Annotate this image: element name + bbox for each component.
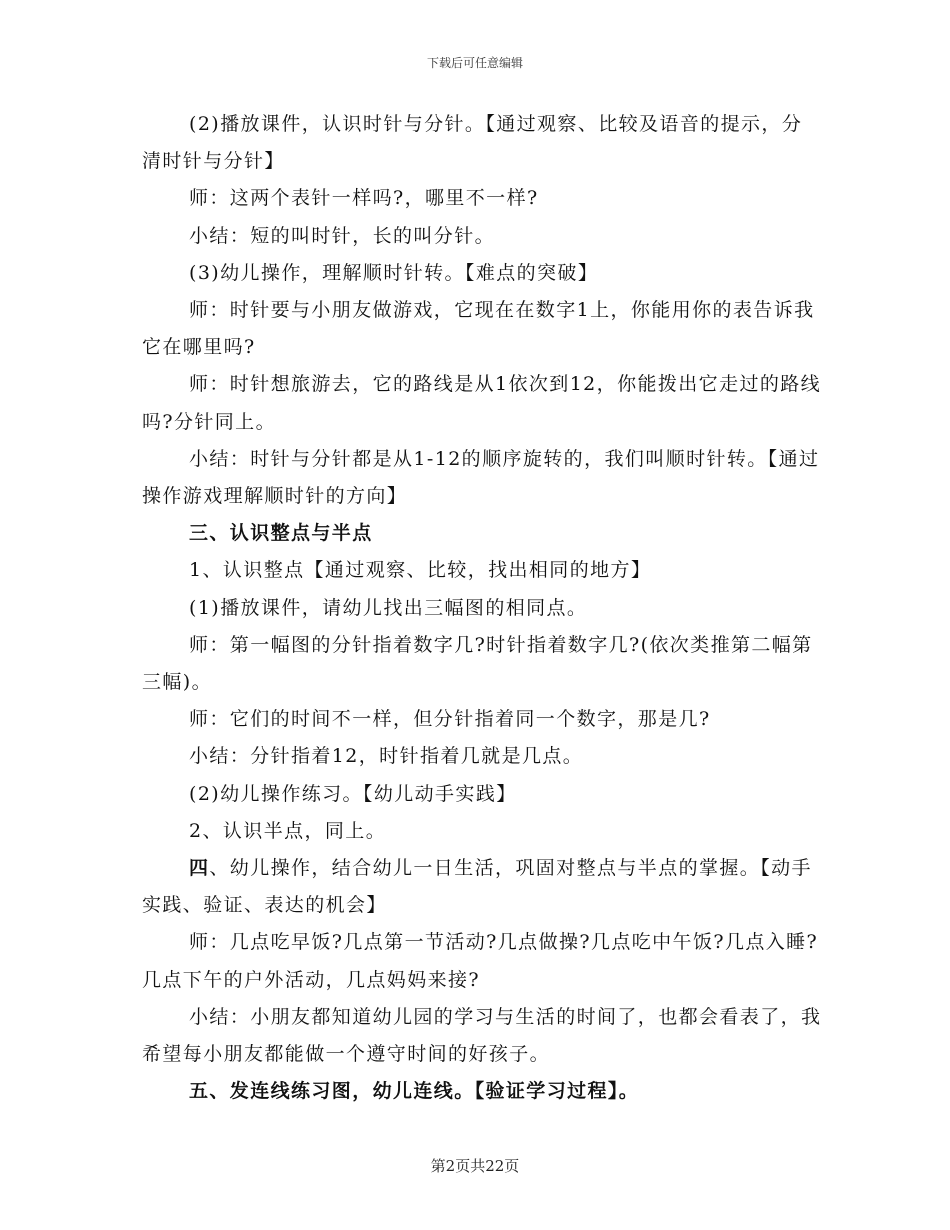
page-header: 下载后可任意编辑	[426, 56, 523, 70]
paragraph: (1)播放课件，请幼儿找出三幅图的相同点。	[189, 596, 588, 619]
paragraph: 师：时针想旅游去，它的路线是从1依次到12，你能拨出它走过的路线吗?分针同上。	[142, 373, 822, 433]
paragraph: 师：几点吃早饭?几点第一节活动?几点做操?几点吃中午饭?几点入睡?几点下午的户外活动，几点妈妈来接?	[142, 931, 819, 991]
paragraph: 师：它们的时间不一样，但分针指着同一个数字，那是几?	[189, 708, 711, 731]
paragraph: 1、认识整点【通过观察、比较，找出相同的地方】	[189, 559, 652, 582]
document-body	[142, 106, 822, 1110]
paragraph: 师：时针要与小朋友做游戏，它现在在数字1上，你能用你的表告诉我它在哪里吗?	[142, 299, 815, 359]
paragraph: 师：这两个表针一样吗?，哪里不一样?	[189, 187, 539, 210]
section-heading: 三、认识整点与半点	[189, 522, 373, 545]
paragraph: 小结：分针指着12，时针指着几就是几点。	[189, 745, 584, 768]
paragraph: 小结：时针与分针都是从1-12的顺序旋转的，我们叫顺时针转。【通过操作游戏理解顺时针的方向】	[142, 447, 820, 508]
paragraph: 小结：小朋友都知道幼儿园的学习与生活的时间了，也都会看表了，我希望每小朋友都能做一个遵守时间的好孩子。	[142, 1005, 822, 1066]
paragraph: 2、认识半点，同上。	[189, 819, 387, 842]
paragraph: (2)播放课件，认识时针与分针。【通过观察、比较及语音的提示，分清时针与分针】	[142, 113, 803, 173]
page-footer: 第2页共22页	[430, 1157, 520, 1175]
paragraph-text: 、幼儿操作，结合幼儿一日生活，巩固对整点与半点的掌握。【动手实践、验证、表达的机会】	[142, 857, 812, 917]
section-heading: 五、发连线练习图，幼儿连线。【验证学习过程】。	[189, 1080, 640, 1103]
paragraph: (2)幼儿操作练习。【幼儿动手实践】	[189, 782, 517, 805]
paragraph: (3)幼儿操作，理解顺时针转。【难点的突破】	[189, 261, 599, 284]
section-number: 四	[189, 857, 210, 880]
paragraph: 小结：短的叫时针，长的叫分针。	[189, 224, 496, 247]
paragraph: 师：第一幅图的分针指着数字几?时针指着数字几?(依次类推第二幅第三幅)。	[142, 633, 813, 694]
paragraph	[142, 850, 822, 924]
